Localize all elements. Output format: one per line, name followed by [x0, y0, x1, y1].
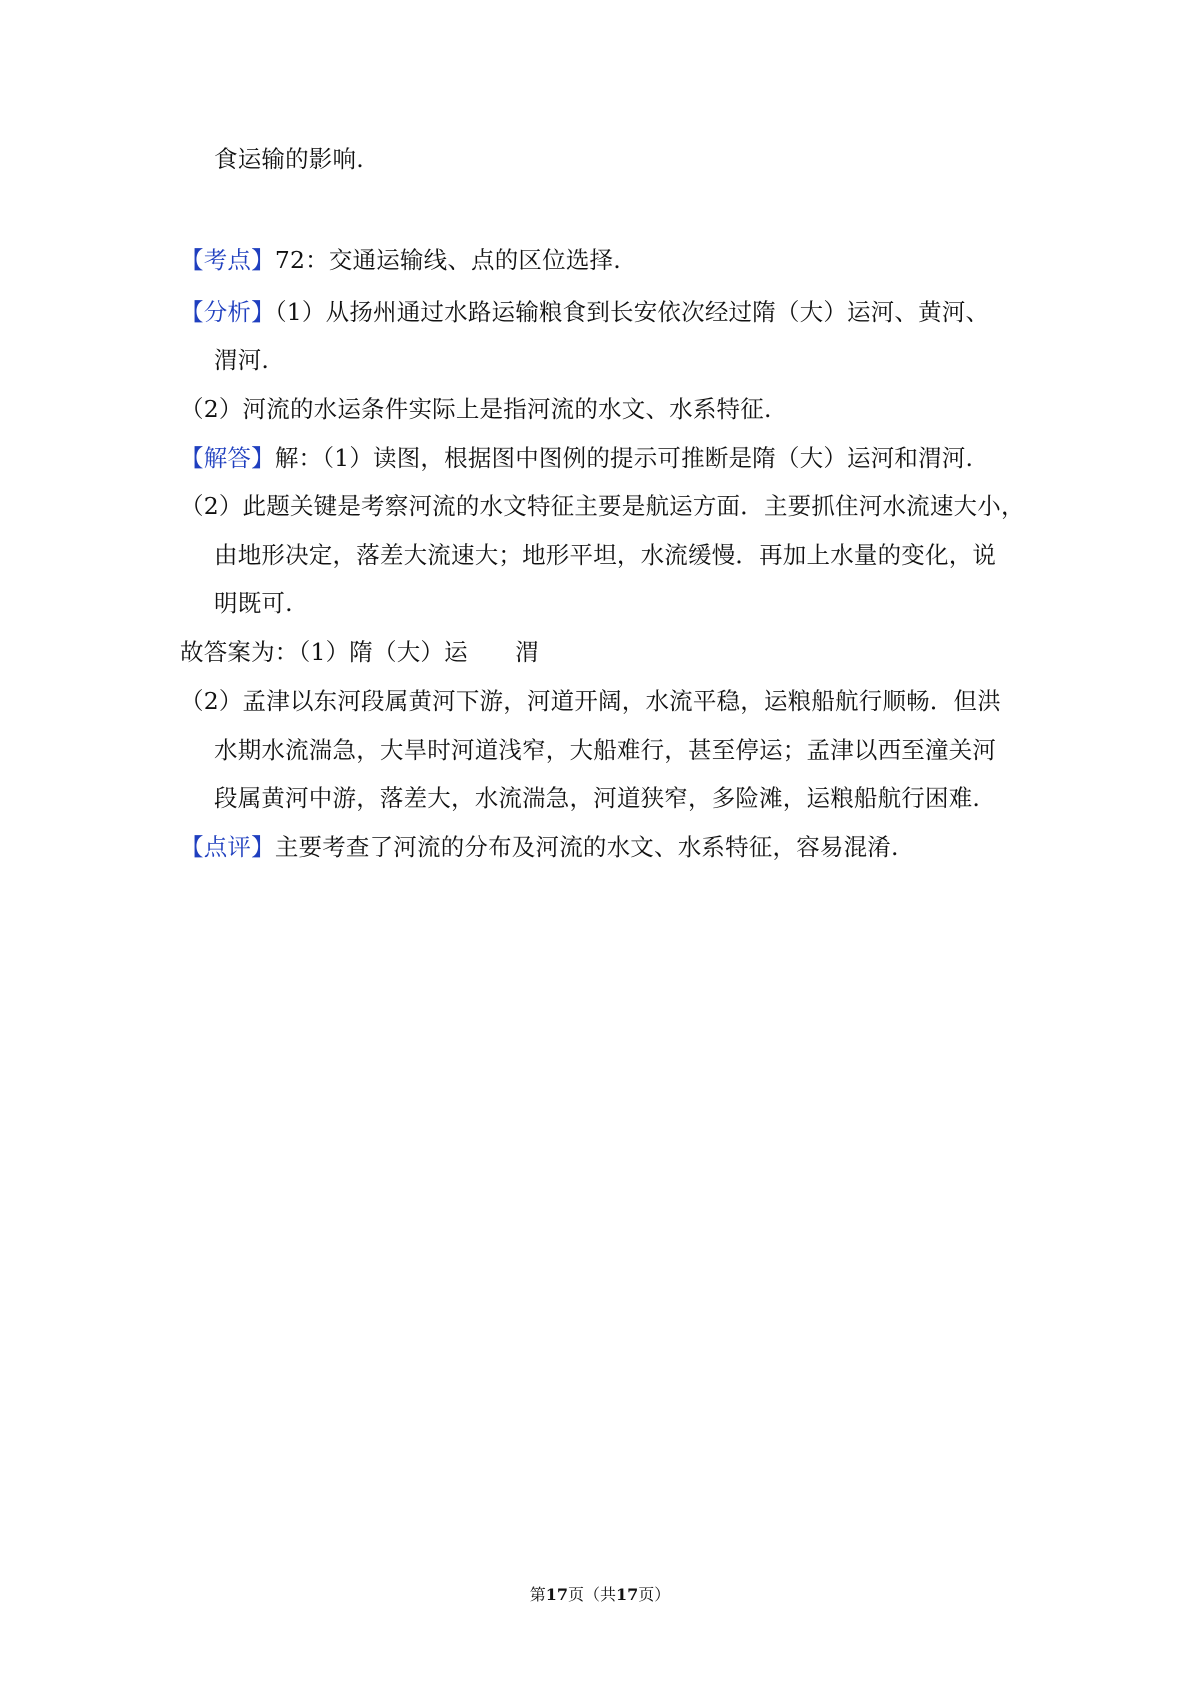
fenxi-tag: 【分析】 — [180, 298, 275, 326]
kaodian-tag: 【考点】 — [180, 246, 275, 274]
answer-text: 故答案为：（1）隋（大）运 渭 — [180, 638, 539, 666]
jieda-line-7 — [214, 735, 996, 765]
fenxi-text-2: 渭河. — [214, 346, 270, 374]
jieda-line-3 — [214, 540, 996, 570]
footer-current-page: 17 — [545, 1585, 568, 1604]
dianping-line — [180, 832, 899, 862]
dianping-text: 主要考查了河流的分布及河流的水文、水系特征，容易混淆. — [274, 833, 899, 861]
fenxi-line-1 — [180, 297, 989, 327]
footer-prefix: 第 — [529, 1585, 546, 1604]
jieda-text-2: （2）此题关键是考察河流的水文特征主要是航运方面．主要抓住河水流速大小， — [180, 492, 1025, 520]
jieda-line-6 — [180, 686, 1001, 716]
jieda-text-1: 解：（1）读图，根据图中图例的提示可推断是隋（大）运河和渭河. — [274, 444, 974, 472]
fenxi-text-1: （1）从扬州通过水路运输粮食到长安依次经过隋（大）运河、黄河、 — [274, 298, 990, 326]
jieda-line-2 — [180, 491, 1025, 521]
kaodian-line — [180, 245, 621, 275]
jieda-text-8: 段属黄河中游，落差大，水流湍急，河道狭窄，多险滩，运粮船航行困难. — [214, 784, 981, 812]
jieda-text-3: 由地形决定，落差大流速大；地形平坦，水流缓慢．再加上水量的变化，说 — [214, 541, 997, 569]
footer-total-pages: 17 — [616, 1585, 639, 1604]
jieda-line-8 — [214, 783, 980, 813]
fenxi-text-3: （2）河流的水运条件实际上是指河流的水文、水系特征. — [180, 395, 772, 423]
jieda-text-7: 水期水流湍急，大旱时河道浅窄，大船难行，甚至停运；孟津以西至潼关河 — [214, 736, 997, 764]
jieda-text-4: 明既可. — [214, 589, 293, 617]
jieda-line-4 — [214, 588, 293, 618]
dianping-tag: 【点评】 — [180, 833, 275, 861]
footer-middle: 页（共 — [567, 1585, 616, 1604]
fenxi-line-3 — [180, 394, 772, 424]
jieda-text-6: （2）孟津以东河段属黄河下游，河道开阔，水流平稳，运粮船航行顺畅．但洪 — [180, 687, 1001, 715]
intro-tail-line — [214, 144, 364, 174]
fenxi-line-2 — [214, 345, 269, 375]
footer-suffix: 页） — [638, 1585, 671, 1604]
answer-line — [180, 637, 539, 667]
page-footer — [0, 1585, 1200, 1605]
kaodian-text: 72：交通运输线、点的区位选择. — [274, 246, 621, 274]
jieda-line-1 — [180, 443, 973, 473]
intro-tail-text: 食运输的影响. — [214, 145, 364, 173]
jieda-tag: 【解答】 — [180, 444, 275, 472]
